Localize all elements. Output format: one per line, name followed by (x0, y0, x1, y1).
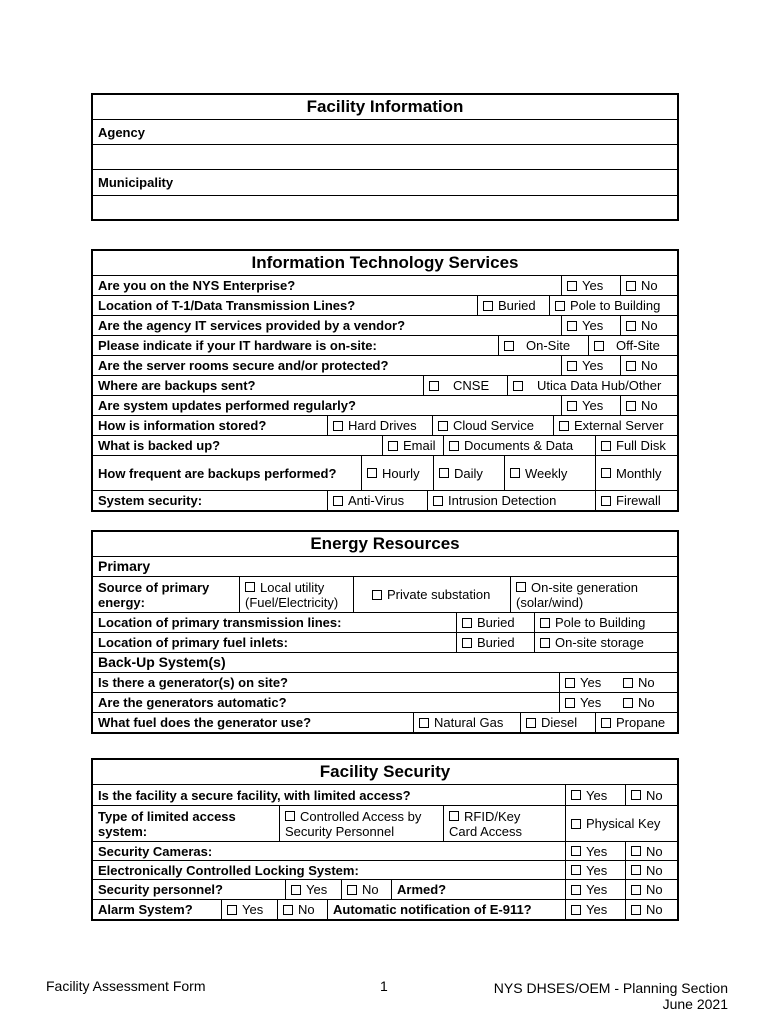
checkbox-icon (565, 678, 575, 688)
agency-field[interactable] (93, 145, 677, 169)
checkbox-icon (540, 638, 550, 648)
section-title: Information Technology Services (93, 251, 677, 276)
question-label: Location of primary transmission lines: (98, 615, 342, 630)
question-label: How is information stored? (98, 418, 267, 433)
agency-label: Agency (98, 124, 145, 140)
armed-no-option[interactable] (625, 880, 677, 899)
backup-heading: Back-Up System(s) (98, 654, 226, 670)
footer-org-line: NYS DHSES/OEM - Planning Section (493, 980, 728, 996)
checkbox-icon (631, 885, 641, 895)
checkbox-icon (449, 811, 459, 821)
question-label: Are the generators automatic? (98, 695, 287, 710)
option-label: Yes (582, 278, 604, 293)
checkbox-icon (571, 885, 581, 895)
question-label: Are the agency IT services provided by a vendor? (98, 318, 406, 333)
option-label: Buried (477, 635, 515, 650)
option-label: Monthly (616, 465, 662, 481)
onsite-option[interactable] (498, 336, 588, 355)
checkbox-icon (555, 301, 565, 311)
question-label: Electronically Controlled Locking System: (98, 862, 359, 878)
firewall-option[interactable] (595, 491, 677, 510)
no-option[interactable] (625, 785, 677, 805)
checkbox-icon (631, 790, 641, 800)
section-title: Energy Resources (93, 532, 677, 557)
pole-option[interactable] (534, 613, 677, 632)
checkbox-icon (291, 885, 301, 895)
option-label: (Fuel/Electricity) (245, 594, 339, 610)
option-label: Yes (580, 695, 602, 710)
checkbox-icon (567, 321, 577, 331)
option-label: Off-Site (616, 338, 660, 353)
offsite-option[interactable] (588, 336, 677, 355)
checkbox-icon (559, 421, 569, 431)
armed-yes-option[interactable] (565, 880, 625, 899)
checkbox-icon (601, 496, 611, 506)
section-title: Facility Security (93, 760, 677, 785)
question-label: Location of primary fuel inlets: (98, 635, 288, 650)
footer-date: June 2021 (662, 996, 728, 1012)
checkbox-icon (626, 361, 636, 371)
alarm-no-option[interactable] (277, 900, 327, 919)
option-label: No (641, 318, 658, 333)
option-label: Yes (582, 358, 604, 373)
question-label: Is there a generator(s) on site? (98, 675, 288, 690)
no-option[interactable] (625, 861, 677, 879)
question-label: Alarm System? (98, 902, 193, 917)
checkbox-icon (567, 361, 577, 371)
checkbox-icon (513, 381, 523, 391)
option-label: (solar/wind) (516, 594, 584, 610)
option-label: Utica Data Hub/Other (537, 378, 662, 393)
option-label: Buried (498, 298, 536, 313)
yes-option[interactable] (565, 861, 625, 879)
option-label: Firewall (616, 493, 661, 508)
option-label: Yes (582, 318, 604, 333)
option-label: Documents & Data (464, 438, 574, 453)
question-label: Security personnel? (98, 882, 223, 897)
checkbox-icon (601, 441, 611, 451)
option-label: Intrusion Detection (448, 493, 557, 508)
checkbox-icon (433, 496, 443, 506)
buried-option[interactable] (456, 613, 534, 632)
option-label: Full Disk (616, 438, 666, 453)
question-label: Type of limited access system: (98, 808, 236, 839)
full-disk-option[interactable] (595, 436, 677, 455)
natural-gas-option[interactable] (413, 713, 520, 732)
question-label: Source of primary energy: (98, 579, 210, 610)
yes-option[interactable] (565, 785, 625, 805)
checkbox-icon (388, 441, 398, 451)
no-option[interactable] (618, 693, 677, 712)
no-option[interactable] (620, 276, 677, 295)
checkbox-icon (631, 905, 641, 915)
yes-option[interactable] (565, 842, 625, 860)
checkbox-icon (567, 281, 577, 291)
checkbox-icon (462, 618, 472, 628)
option-label: Yes (242, 902, 264, 917)
option-label: No (641, 358, 658, 373)
buried-option[interactable] (456, 633, 534, 652)
yes-option[interactable] (561, 356, 620, 375)
option-label: No (641, 398, 658, 413)
hard-drives-option[interactable] (327, 416, 432, 435)
option-label: No (641, 278, 658, 293)
question-label: Where are backups sent? (98, 378, 256, 393)
option-label: Physical Key (586, 816, 661, 831)
checkbox-icon (571, 790, 581, 800)
option-label: Yes (586, 862, 608, 878)
option-label: Pole to Building (570, 298, 661, 313)
option-label: RFID/Key (464, 808, 521, 824)
checkbox-icon (623, 678, 633, 688)
checkbox-icon (438, 421, 448, 431)
option-label: No (638, 675, 655, 690)
question-label: Are you on the NYS Enterprise? (98, 278, 296, 293)
question-label: What fuel does the generator use? (98, 715, 312, 730)
external-server-option[interactable] (553, 416, 677, 435)
section-title: Facility Information (93, 95, 677, 120)
checkbox-icon (567, 401, 577, 411)
no-option[interactable] (620, 356, 677, 375)
facility-information-section (91, 93, 679, 221)
option-label: No (646, 843, 663, 859)
buried-option[interactable] (477, 296, 549, 315)
option-label: Anti-Virus (348, 493, 405, 508)
option-label: Diesel (541, 715, 578, 730)
hourly-option[interactable] (361, 456, 433, 490)
physical-key-option[interactable] (565, 806, 677, 841)
no-option[interactable] (620, 316, 677, 335)
checkbox-icon (439, 468, 449, 478)
page-number: 1 (380, 978, 388, 994)
checkbox-icon (516, 582, 526, 592)
checkbox-icon (333, 496, 343, 506)
alarm-yes-option[interactable] (221, 900, 277, 919)
checkbox-icon (510, 468, 520, 478)
checkbox-icon (571, 846, 581, 856)
question-label: Are system updates performed regularly? (98, 398, 356, 413)
checkbox-icon (626, 281, 636, 291)
checkbox-icon (571, 905, 581, 915)
option-label: Controlled Access by (300, 808, 422, 824)
question-label: Security Cameras: (98, 843, 213, 859)
yes-option[interactable] (561, 396, 620, 415)
monthly-option[interactable] (595, 456, 677, 490)
option-label: Cloud Service (453, 418, 534, 433)
yes-option[interactable] (559, 673, 618, 692)
checkbox-icon (504, 341, 514, 351)
option-label: On-Site (526, 338, 571, 353)
question-label: Please indicate if your IT hardware is on-site: (98, 338, 377, 353)
option-label: Daily (454, 465, 483, 481)
diesel-option[interactable] (520, 713, 595, 732)
personnel-yes-option[interactable] (285, 880, 341, 899)
option-label: Natural Gas (434, 715, 504, 730)
e911-yes-option[interactable] (565, 900, 625, 919)
checkbox-icon (540, 618, 550, 628)
facility-security-section (91, 758, 679, 921)
checkbox-icon (571, 819, 581, 829)
option-label: Private substation (387, 587, 491, 602)
local-utility-option[interactable] (239, 577, 353, 612)
option-label: No (298, 902, 315, 917)
footer-form-name: Facility Assessment Form (46, 978, 206, 994)
checkbox-icon (631, 846, 641, 856)
yes-option[interactable] (561, 316, 620, 335)
antivirus-option[interactable] (327, 491, 427, 510)
question-label: How frequent are backups performed? (98, 465, 337, 481)
yes-option[interactable] (561, 276, 620, 295)
primary-heading: Primary (98, 558, 151, 574)
option-label: No (646, 787, 663, 803)
option-label: Local utility (260, 579, 325, 595)
option-label: Yes (306, 882, 328, 897)
no-option[interactable] (618, 673, 677, 692)
checkbox-icon (571, 865, 581, 875)
option-label: No (646, 862, 663, 878)
option-label: Yes (580, 675, 602, 690)
checkbox-icon (601, 468, 611, 478)
checkbox-icon (227, 905, 237, 915)
option-label: No (646, 902, 663, 917)
option-label: Yes (586, 882, 608, 897)
option-label: Propane (616, 715, 666, 730)
option-label: No (362, 882, 379, 897)
weekly-option[interactable] (504, 456, 595, 490)
no-option[interactable] (625, 842, 677, 860)
option-label: Hard Drives (348, 418, 417, 433)
checkbox-icon (462, 638, 472, 648)
it-services-section (91, 249, 679, 512)
option-label: Card Access (449, 823, 522, 839)
option-label: On-site storage (555, 635, 644, 650)
private-substation-option[interactable] (353, 577, 510, 612)
checkbox-icon (285, 811, 295, 821)
option-label: Pole to Building (555, 615, 646, 630)
checkbox-icon (429, 381, 439, 391)
option-label: Buried (477, 615, 515, 630)
footer-organization (494, 980, 728, 1012)
option-label: Hourly (382, 465, 420, 481)
checkbox-icon (631, 865, 641, 875)
question-label: Is the facility a secure facility, with limited access? (98, 787, 411, 803)
municipality-field[interactable] (93, 196, 677, 219)
rfid-option[interactable] (443, 806, 565, 841)
option-label: CNSE (453, 378, 490, 393)
personnel-no-option[interactable] (341, 880, 391, 899)
cloud-option[interactable] (432, 416, 553, 435)
checkbox-icon (623, 698, 633, 708)
checkbox-icon (594, 341, 604, 351)
checkbox-icon (283, 905, 293, 915)
propane-option[interactable] (595, 713, 677, 732)
cnse-option[interactable] (423, 376, 507, 395)
checkbox-icon (449, 441, 459, 451)
option-label: No (646, 882, 663, 897)
armed-label: Armed? (391, 880, 565, 899)
email-option[interactable] (382, 436, 443, 455)
option-label: Email (403, 438, 436, 453)
checkbox-icon (601, 718, 611, 728)
checkbox-icon (626, 321, 636, 331)
checkbox-icon (245, 582, 255, 592)
controlled-access-option[interactable] (279, 806, 443, 841)
option-label: Yes (586, 902, 608, 917)
question-label: System security: (98, 493, 203, 508)
utica-option[interactable] (507, 376, 677, 395)
option-label: Yes (586, 787, 608, 803)
checkbox-icon (333, 421, 343, 431)
checkbox-icon (419, 718, 429, 728)
option-label: Weekly (525, 465, 568, 481)
option-label: Security Personnel (285, 823, 395, 839)
option-label: External Server (574, 418, 664, 433)
e911-label: Automatic notification of E-911? (327, 900, 565, 919)
onsite-generation-option[interactable] (510, 577, 677, 612)
checkbox-icon (626, 401, 636, 411)
yes-option[interactable] (559, 693, 618, 712)
checkbox-icon (372, 590, 382, 600)
intrusion-option[interactable] (427, 491, 595, 510)
checkbox-icon (526, 718, 536, 728)
question-label: Are the server rooms secure and/or protected? (98, 358, 389, 373)
question-label: Location of T-1/Data Transmission Lines? (98, 298, 356, 313)
option-label: Yes (586, 843, 608, 859)
checkbox-icon (565, 698, 575, 708)
documents-option[interactable] (443, 436, 595, 455)
energy-resources-section (91, 530, 679, 734)
option-label: Yes (582, 398, 604, 413)
no-option[interactable] (620, 396, 677, 415)
question-label: What is backed up? (98, 438, 221, 453)
checkbox-icon (483, 301, 493, 311)
storage-option[interactable] (534, 633, 677, 652)
checkbox-icon (367, 468, 377, 478)
option-label: No (638, 695, 655, 710)
municipality-label: Municipality (98, 175, 174, 190)
option-label: On-site generation (531, 579, 638, 595)
checkbox-icon (347, 885, 357, 895)
e911-no-option[interactable] (625, 900, 677, 919)
pole-option[interactable] (549, 296, 677, 315)
daily-option[interactable] (433, 456, 504, 490)
